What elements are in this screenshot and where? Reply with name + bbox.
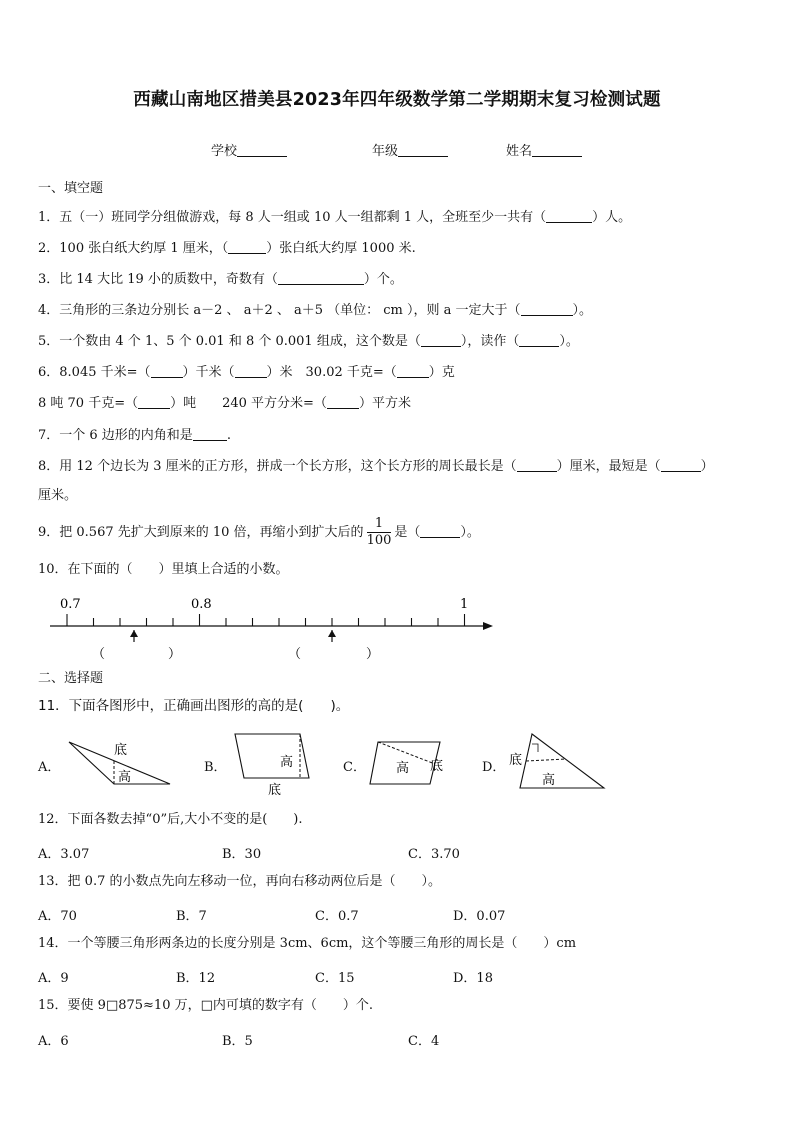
q1-text: 1．五（一）班同学分组做游戏，每 8 人一组或 10 人一组都剩 1 人，全班至少一共有（ [38,210,547,225]
q15-option-a[interactable]: A．6 [38,1034,69,1049]
question-8 [38,457,714,475]
q6a-text-2: ）千米（ [182,365,235,380]
q13-option-c[interactable]: C．0.7 [315,909,359,924]
q8-text-end: ） [700,459,714,474]
q7-text-end: . [226,428,231,443]
q1-text-end: ）人。 [592,210,632,225]
q11-b-label-height: 高 [280,755,294,770]
q6a-text-3: ）米 30.02 千克=（ [266,365,397,380]
question-9 [38,516,480,550]
q12-option-c[interactable]: C．3.70 [408,847,460,862]
numberline-label-1: 1 [460,597,469,612]
q8-text: 8．用 12 个边长为 3 厘米的正方形，拼成一个长方形，这个长方形的周长最长是（ [38,459,517,474]
numberline-label-0-7: 0.7 [60,597,81,612]
q11-option-a-figure [66,736,176,792]
question-11: 11．下面各图形中，正确画出图形的高的是( )。 [38,698,350,714]
q9-text: 9．把 0.567 先扩大到原来的 10 倍，再缩小到扩大后的 [38,525,364,540]
q9-answer-blank[interactable] [420,523,460,538]
grade-blank[interactable] [398,142,448,157]
q3-text-end: ）个。 [363,272,403,287]
q14-option-c[interactable]: C．15 [315,971,355,986]
answer-paren-close-2: ） [366,647,380,662]
q2-text-end: ）张白纸大约厚 1000 米. [266,241,416,256]
q6a-text-4: ）克 [428,365,455,380]
school-label: 学校 [211,144,238,159]
q11-c-label-height: 高 [396,761,410,776]
q6-answer-blank-3[interactable] [397,363,429,378]
q8-text-mid: ）厘米，最短是（ [556,459,661,474]
question-14: 14．一个等腰三角形两条边的长度分别是 3cm、6cm，这个等腰三角形的周长是（ ）cm [38,936,577,951]
q13-option-d[interactable]: D．0.07 [453,909,506,924]
question-7 [38,426,231,444]
question-13: 13．把 0.7 的小数点先向左移动一位，再向右移动两位后是（ ）。 [38,874,441,889]
q5-answer-blank-1[interactable] [421,332,461,347]
q14-option-a[interactable]: A．9 [38,971,69,986]
q12-option-a[interactable]: A．3.07 [38,847,90,862]
q11-b-label-base: 底 [268,783,282,798]
q11-a-label-height: 高 [118,770,132,785]
q11-option-b-figure [232,730,314,800]
question-15: 15．要使 9□875≈10 万，□内可填的数字有（ ）个. [38,998,374,1013]
q4-answer-blank[interactable] [521,301,573,316]
q6a-text-1: 6．8.045 千米=（ [38,365,151,380]
question-6-line-1 [38,363,455,381]
q6b-text-2: ）吨 240 平方分米=（ [170,396,327,411]
q11-c-label-base: 底 [430,759,444,774]
q11-a-label-base: 底 [114,743,128,758]
question-1 [38,208,631,226]
question-3 [38,270,403,288]
numberline-label-0-8: 0.8 [191,597,212,612]
question-8-line-2: 厘米。 [38,488,78,503]
q11-option-c-letter[interactable]: C． [343,760,366,775]
number-line-figure [0,590,794,670]
q5-answer-blank-2[interactable] [519,332,559,347]
q11-option-c-figure [368,738,452,788]
answer-paren-open-1: （ [92,647,106,662]
q7-answer-blank[interactable] [193,426,227,441]
q3-answer-blank[interactable] [278,270,364,285]
q13-option-b[interactable]: B．7 [176,909,207,924]
q6-answer-blank-2[interactable] [235,363,267,378]
q11-option-b-letter[interactable]: B． [204,760,227,775]
answer-paren-open-2: （ [288,647,302,662]
q2-answer-blank[interactable] [228,239,266,254]
marker-arrow-1 [130,630,138,642]
q3-text: 3．比 14 大比 19 小的质数中，奇数有（ [38,272,278,287]
question-6-line-2 [38,394,411,412]
q6-answer-blank-5[interactable] [327,394,359,409]
q15-option-b[interactable]: B．5 [222,1034,253,1049]
q9-fraction [367,516,392,549]
q5-text-mid: ），读作（ [460,334,520,349]
q13-option-a[interactable]: A．70 [38,909,77,924]
question-2 [38,239,416,257]
grade-field [372,140,448,159]
q9-text-end: ）。 [460,525,480,540]
q14-option-d[interactable]: D．18 [453,971,493,986]
question-4 [38,301,592,319]
q6-answer-blank-1[interactable] [151,363,183,378]
q14-option-b[interactable]: B．12 [176,971,216,986]
q11-d-label-base: 底 [509,753,523,768]
q6b-text-1: 8 吨 70 千克=（ [38,396,139,411]
page-title: 西藏山南地区措美县2023年四年级数学第二学期期末复习检测试题 [133,90,661,110]
q1-answer-blank[interactable] [546,208,592,223]
q11-d-label-height: 高 [542,773,556,788]
q15-option-c[interactable]: C．4 [408,1034,440,1049]
q9-fraction-denominator: 100 [366,533,392,548]
q9-text-mid: 是（ [394,525,421,540]
q6b-text-3: ）平方米 [358,396,411,411]
q12-option-b[interactable]: B．30 [222,847,262,862]
name-field [506,140,582,159]
q4-text: 4．三角形的三条边分别长 a－2 、 a＋2 、 a＋5 （单位： cm ），则 a 一定大于（ [38,303,521,318]
marker-arrow-2 [328,630,336,642]
school-field [211,140,287,159]
school-blank[interactable] [237,142,287,157]
question-12: 12．下面各数去掉“0”后,大小不变的是( ). [38,812,303,827]
section-choice-heading: 二、选择题 [38,671,104,686]
q7-text: 7．一个 6 边形的内角和是 [38,428,193,443]
grade-label: 年级 [372,144,399,159]
q11-option-d-figure [506,730,608,792]
q8-answer-blank-1[interactable] [517,457,557,472]
q11-option-a-letter[interactable]: A． [38,760,61,775]
q9-fraction-numerator: 1 [367,516,392,533]
q5-text-end: ）。 [559,334,579,349]
q6-answer-blank-4[interactable] [138,394,170,409]
q11-option-d-letter[interactable]: D． [482,760,506,775]
number-line-ticks [67,614,465,626]
q2-text: 2．100 张白纸大约厚 1 厘米，（ [38,241,229,256]
question-5 [38,332,579,350]
question-10: 10．在下面的（ ）里填上合适的小数。 [38,562,289,577]
answer-paren-close-1: ） [168,647,182,662]
q4-text-end: ）。 [572,303,593,318]
q8-answer-blank-2[interactable] [661,457,701,472]
section-fill-blank-heading: 一、填空题 [38,181,104,196]
number-line-arrowhead [483,622,493,630]
q5-text: 5．一个数由 4 个 1、5 个 0.01 和 8 个 0.001 组成，这个数是（ [38,334,421,349]
name-label: 姓名 [506,144,533,159]
name-blank[interactable] [532,142,582,157]
